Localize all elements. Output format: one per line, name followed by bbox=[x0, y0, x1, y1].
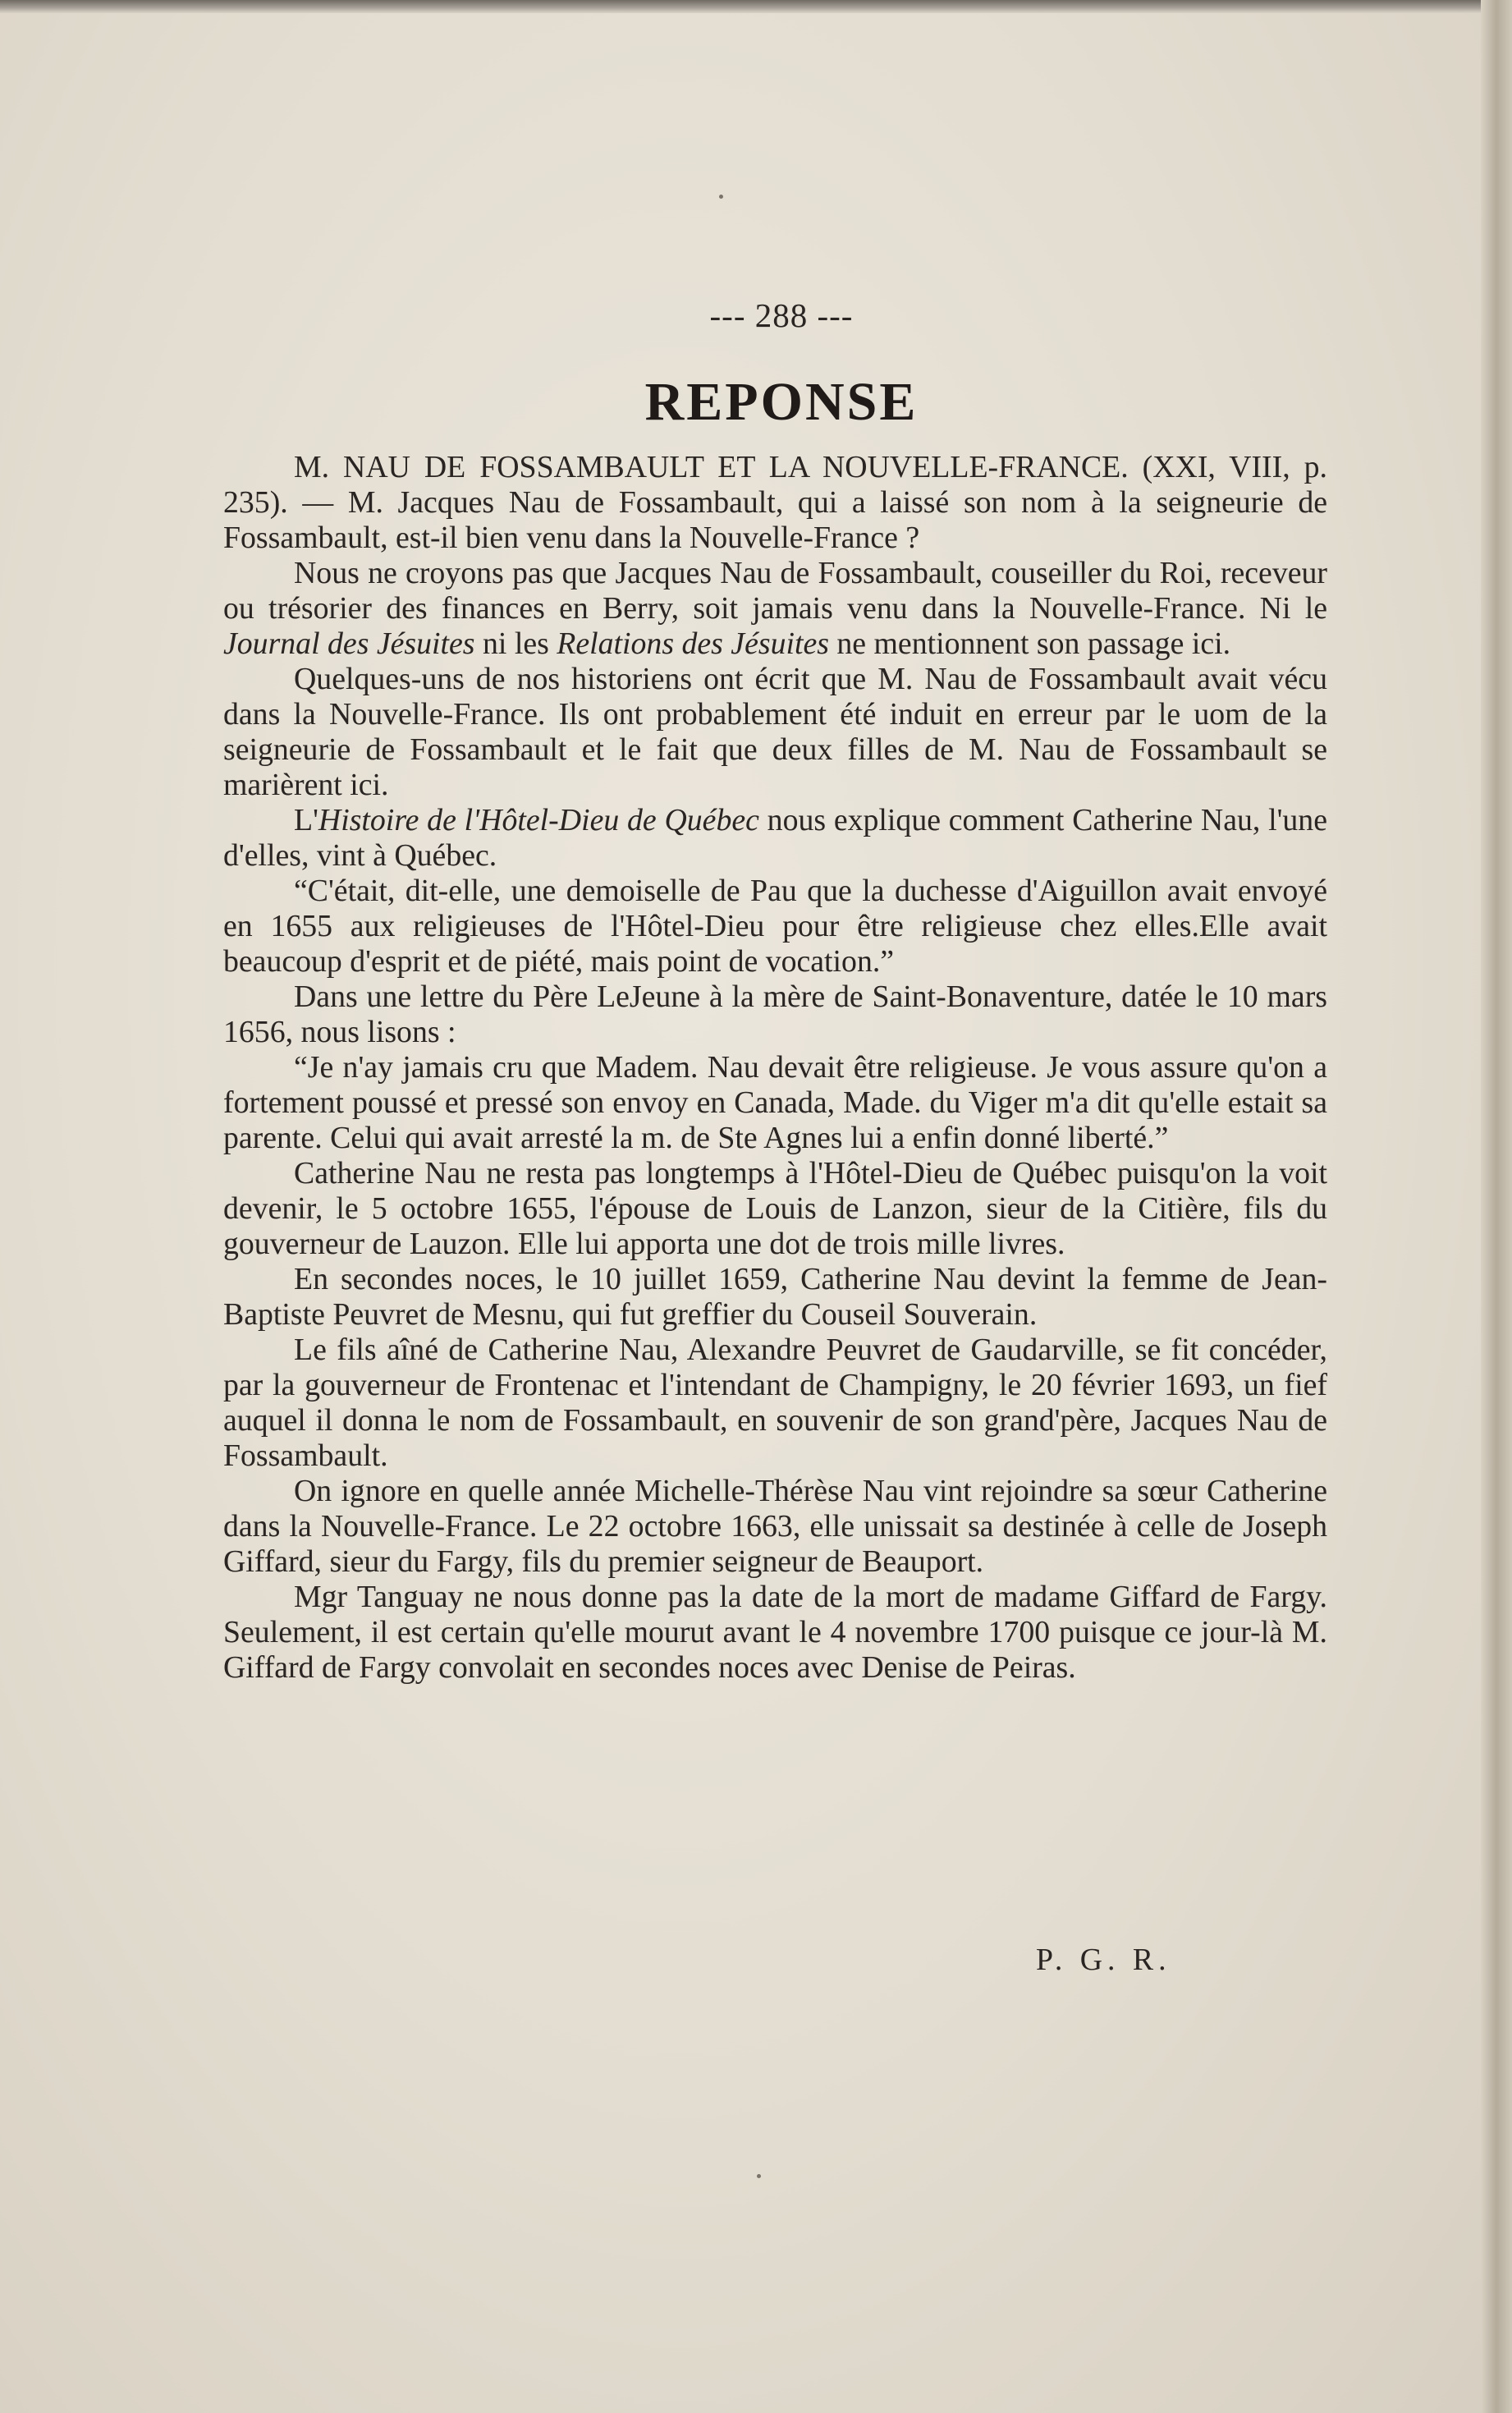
text-run: nous explique comment Catherine Nau, l'une d'elles, vint à Québec. bbox=[223, 803, 1327, 873]
paragraph-p2 bbox=[223, 556, 1327, 662]
text-run: “Je n'ay jamais cru que Madem. Nau devait être religieuse. Je vous assure qu'on a fortement poussé et pressé son envoy en Canada, Made. du Viger m'a dit qu'elle estait sa parente. Celui qui avait arresté la m. de Ste Agnes lui a enfin donné liberté.” bbox=[223, 1050, 1327, 1155]
text-run: Mgr Tanguay ne nous donne pas la date de la mort de madame Giffard de Fargy. Seulement, il est certain qu'elle mourut avant le 4 novembre 1700 puisque ce jour-là M. Giffard de Fargy convolait en secondes noces avec Denise de Peiras. bbox=[223, 1580, 1327, 1685]
text-run: En secondes noces, le 10 juillet 1659, Catherine Nau devint la femme de Jean-Baptiste Peuvret de Mesnu, qui fut greffier du Couseil Souverain. bbox=[223, 1262, 1327, 1332]
page-content bbox=[223, 296, 1340, 2003]
text-run: L' bbox=[294, 803, 318, 837]
text-run: Quelques-uns de nos historiens ont écrit que M. Nau de Fossambault avait vécu dans la Nouvelle-France. Ils ont probablement été induit en erreur par le uom de la seigneurie de Fossambault et le fait que deux filles de M. Nau de Fossambault se marièrent ici. bbox=[223, 662, 1327, 802]
text-run: Dans une lettre du Père LeJeune à la mère de Saint-Bonaventure, datée le 10 mars 1656, nous lisons : bbox=[223, 979, 1327, 1049]
paragraph-p8 bbox=[223, 1156, 1327, 1262]
page-binding-edge bbox=[1481, 0, 1512, 2413]
article-heading: REPONSE bbox=[644, 372, 919, 432]
paper-speck bbox=[719, 195, 723, 199]
author-signature: P. G. R. bbox=[1036, 1943, 1171, 1977]
paragraph-p9 bbox=[223, 1262, 1327, 1333]
text-run: “C'était, dit-elle, une demoiselle de Pau que la duchesse d'Aiguillon avait envoyé en 1655 aux religieuses de l'Hôtel-Dieu pour être religieuse chez elles.Elle avait beaucoup d'esprit et de piété, mais point de vocation.” bbox=[223, 874, 1327, 979]
text-run: Catherine Nau ne resta pas longtemps à l'Hôtel-Dieu de Québec puisqu'on la voit devenir, le 5 octobre 1655, l'épouse de Louis de Lanzon, sieur de la Citière, fils du gouverneur de Lauzon. Elle lui apporta une dot de trois mille livres. bbox=[223, 1156, 1327, 1261]
italic-title: Histoire de l'Hôtel-Dieu de Québec bbox=[318, 803, 759, 837]
text-run: M. NAU DE FOSSAMBAULT ET LA NOUVELLE-FRANCE. (XXI, VIII, p. 235). — M. Jacques Nau de Fossambault, qui a laissé son nom à la seigneurie de Fossambault, est-il bien venu dans la Nouvelle-France ? bbox=[223, 450, 1327, 555]
italic-title: Relations des Jésuites bbox=[557, 626, 829, 661]
page-top-edge bbox=[0, 0, 1512, 13]
paragraph-p3 bbox=[223, 662, 1327, 803]
paragraph-p5 bbox=[223, 874, 1327, 979]
text-run: ne mentionnent son passage ici. bbox=[828, 626, 1231, 661]
article-body bbox=[223, 450, 1327, 1686]
italic-title: Journal des Jésuites bbox=[223, 626, 475, 661]
text-run: ni les bbox=[474, 626, 557, 661]
page-number: --- 288 --- bbox=[709, 296, 854, 334]
paragraph-p11 bbox=[223, 1474, 1327, 1580]
paper-speck bbox=[757, 2174, 761, 2178]
text-run: Le fils aîné de Catherine Nau, Alexandre Peuvret de Gaudarville, se fit concéder, par la gouverneur de Frontenac et l'intendant de Champigny, le 20 février 1693, un fief auquel il donna le nom de Fossambault, en souvenir de son grand'père, Jacques Nau de Fossambault. bbox=[223, 1333, 1327, 1473]
text-run: On ignore en quelle année Michelle-Thérèse Nau vint rejoindre sa sœur Catherine dans la Nouvelle-France. Le 22 octobre 1663, elle unissait sa destinée à celle de Joseph Giffard, sieur du Fargy, fils du premier seigneur de Beauport. bbox=[223, 1474, 1327, 1579]
text-run: Nous ne croyons pas que Jacques Nau de Fossambault, couseiller du Roi, receveur ou trésorier des finances en Berry, soit jamais venu dans la Nouvelle-France. Ni le bbox=[223, 556, 1327, 626]
paragraph-p1 bbox=[223, 450, 1327, 556]
paragraph-p7 bbox=[223, 1050, 1327, 1156]
paragraph-p12 bbox=[223, 1580, 1327, 1686]
paragraph-p4 bbox=[223, 803, 1327, 874]
paragraph-p6 bbox=[223, 979, 1327, 1050]
paragraph-p10 bbox=[223, 1333, 1327, 1474]
